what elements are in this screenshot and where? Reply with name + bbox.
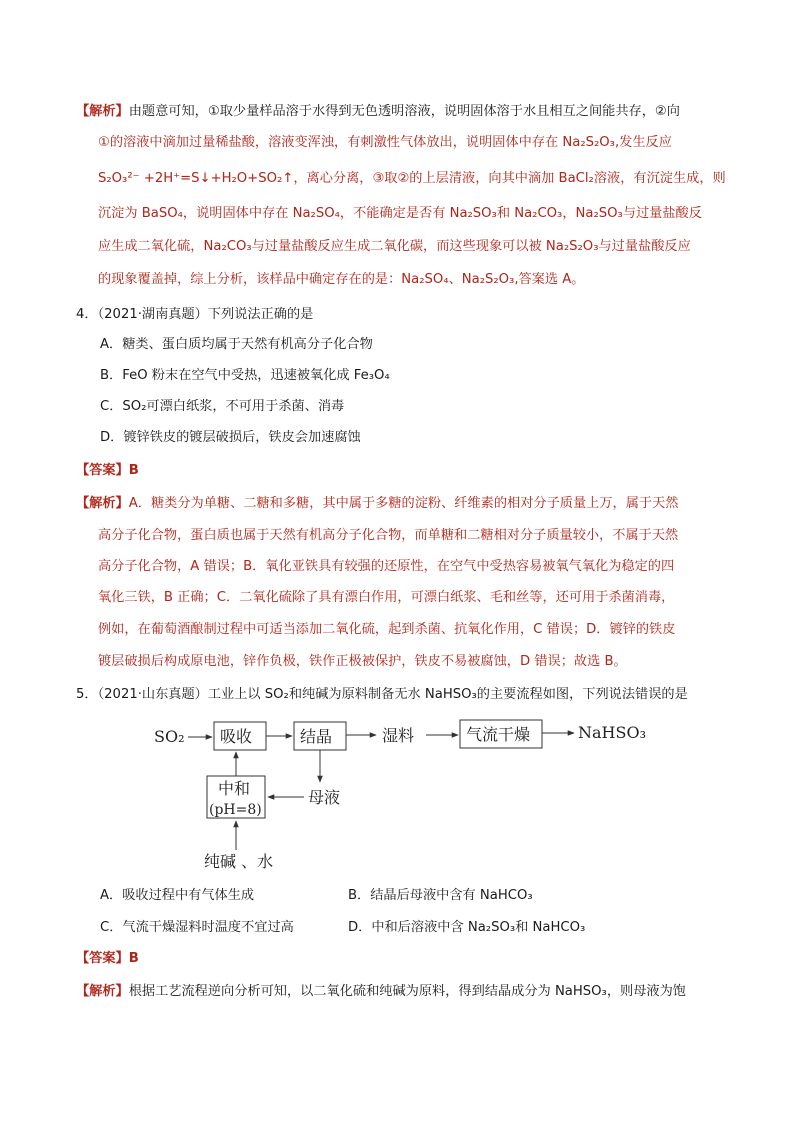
flow-dry-label: 气流干燥 — [466, 725, 531, 744]
question-5-stem: 5．（2021·山东真题）工业上以 SO₂和纯碱为原料制备无水 NaHSO₃的主要流程如图，下列说法错误的是 — [76, 687, 688, 702]
question-4-analysis-line-1 — [76, 494, 678, 514]
question-4-analysis-line-6: 镀层破损后构成原电池，锌作负极，铁作正极被保护，铁皮不易被腐蚀，D 错误；故选 B。 — [98, 654, 627, 669]
analysis-text: A．糖类分为单糖、二糖和多糖，其中属于多糖的淀粉、纤维素的相对分子质量上万，属于天然 — [128, 496, 679, 511]
question-4-analysis-line-3: 高分子化合物，A 错误；B．氧化亚铁具有较强的还原性，在空气中受热容易被氧气氧化为稳定的四 — [98, 559, 675, 574]
question-4-stem: 4．（2021·湖南真题）下列说法正确的是 — [76, 307, 314, 322]
analysis-tag: 【解析】 — [76, 984, 129, 999]
analysis-text: 根据工艺流程逆向分析可知，以二氧化硫和纯碱为原料，得到结晶成分为 NaHSO₃，则母液为饱 — [128, 984, 686, 999]
flow-product-label: NaHSO₃ — [578, 723, 646, 742]
analysis-tag: 【解析】 — [76, 496, 129, 511]
question-4-option-c: C．SO₂可漂白纸浆，不可用于杀菌、消毒 — [100, 399, 345, 414]
question-5-option-d: D．中和后溶液中含 Na₂SO₃和 NaHCO₃ — [348, 920, 586, 935]
analysis-line-4: 沉淀为 BaSO₄，说明固体中存在 Na₂SO₄，不能确定是否有 Na₂SO₃和 Na₂CO₃，Na₂SO₃与过量盐酸反 — [98, 206, 702, 221]
question-4-answer: 【答案】B — [76, 463, 139, 478]
analysis-line-2: ①的溶液中滴加过量稀盐酸，溶液变浑浊，有刺激性气体放出，说明固体中存在 Na₂S₂O₃,发生反应 — [98, 135, 672, 150]
flow-neutral-label-1: 中和 — [218, 779, 251, 798]
analysis-paragraph-line-1 — [76, 102, 680, 122]
analysis-text: 由题意可知，①取少量样品溶于水得到无色透明溶液，说明固体溶于水且相互之间能共存，②向 — [128, 104, 680, 119]
flow-so2-label: SO₂ — [154, 727, 185, 746]
analysis-tag: 【解析】 — [76, 104, 129, 119]
question-4-option-a: A．糖类、蛋白质均属于天然有机高分子化合物 — [100, 337, 373, 352]
analysis-line-3: S₂O₃²⁻ +2H⁺=S↓+H₂O+SO₂↑，离心分离，③取②的上层清液，向其中滴加 BaCl₂溶液，有沉淀生成，则 — [98, 171, 726, 186]
flow-feed-label: 纯碱 、水 — [204, 852, 274, 871]
question-5-analysis-line-1 — [76, 982, 686, 1002]
question-5-option-b: B．结晶后母液中含有 NaHCO₃ — [348, 888, 533, 903]
question-5-option-c: C．气流干燥湿料时温度不宜过高 — [100, 920, 294, 935]
flow-neutral-label-2: (pH=8) — [209, 802, 262, 818]
question-5-option-a: A．吸收过程中有气体生成 — [100, 888, 255, 903]
flow-wet-label: 湿料 — [382, 726, 415, 745]
question-4-option-b: B．FeO 粉末在空气中受热，迅速被氧化成 Fe₃O₄ — [100, 368, 390, 383]
question-4-analysis-line-2: 高分子化合物，蛋白质也属于天然有机高分子化合物，而单糖和二糖相对分子质量较小，不属于天然 — [98, 528, 679, 543]
question-4-option-d: D．镀锌铁皮的镀层破损后，铁皮会加速腐蚀 — [100, 430, 361, 445]
flow-mother-label: 母液 — [308, 788, 341, 807]
flow-crystal-label: 结晶 — [300, 727, 333, 746]
question-5-answer: 【答案】B — [76, 951, 139, 966]
question-4-analysis-line-4: 氧化三铁，B 正确；C．二氧化硫除了具有漂白作用，可漂白纸浆、毛和丝等，还可用于杀菌消毒， — [98, 590, 675, 605]
question-4-analysis-line-5: 例如，在葡萄酒酿制过程中可适当添加二氧化硫，起到杀菌、抗氧化作用，C 错误；D．镀锌的铁皮 — [98, 622, 676, 637]
analysis-line-5: 应生成二氧化硫，Na₂CO₃与过量盐酸反应生成二氧化碳，而这些现象可以被 Na₂S₂O₃与过量盐酸反应 — [98, 239, 691, 254]
analysis-line-6: 的现象覆盖掉，综上分析，该样品中确定存在的是：Na₂SO₄、Na₂S₂O₃,答案选 A。 — [98, 272, 585, 287]
flow-absorb-label: 吸收 — [220, 727, 253, 746]
process-flow-diagram — [150, 710, 650, 875]
